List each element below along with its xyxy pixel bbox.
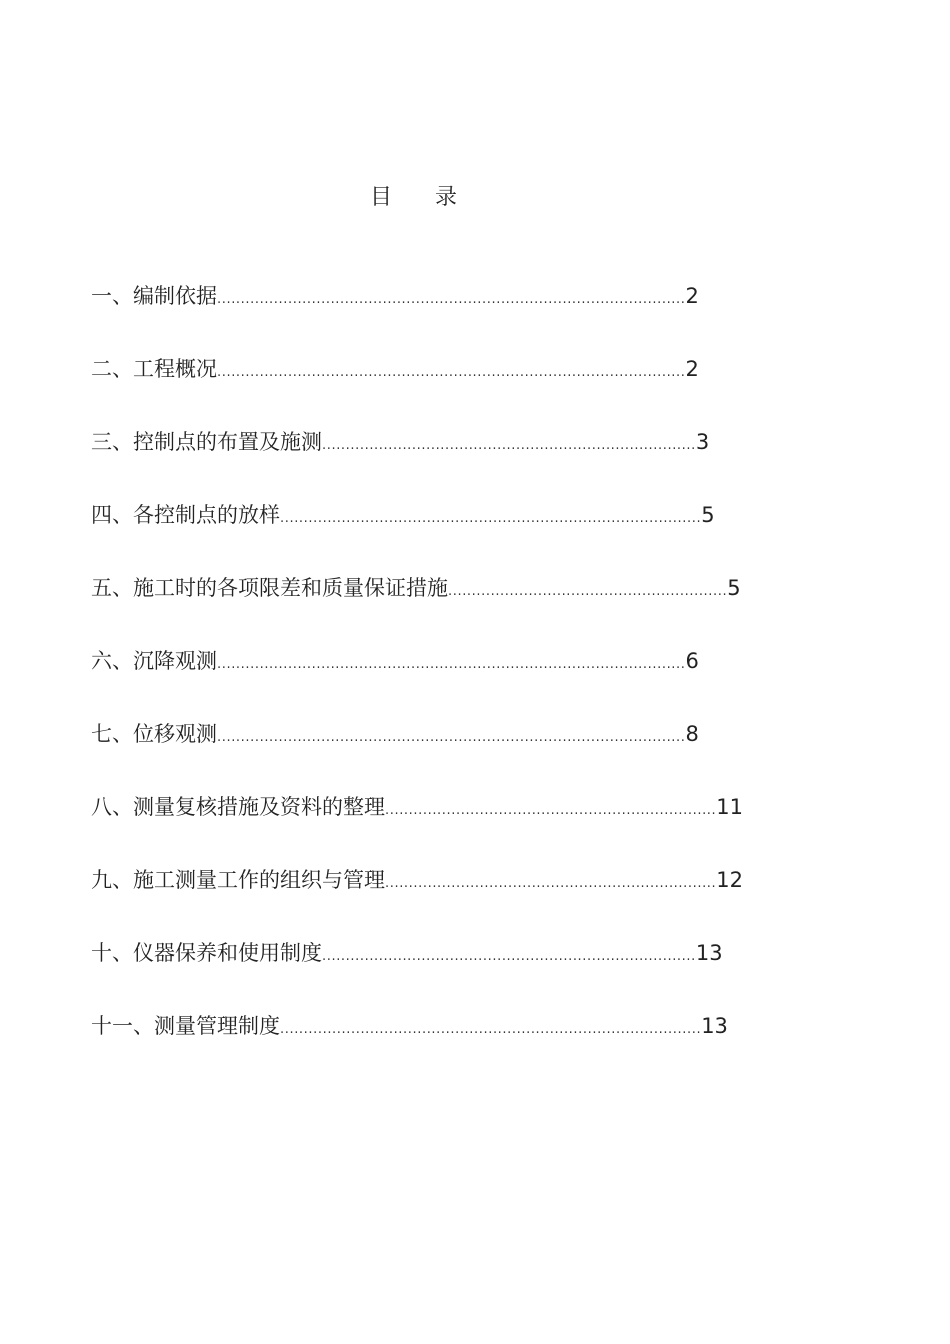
toc-leader-dots: ......................................................................................... <box>280 1022 702 1037</box>
toc-leader-dots: ................................................................................................... <box>217 365 686 380</box>
toc-page-number: 11 <box>716 795 743 819</box>
toc-entry <box>91 426 851 499</box>
toc-page-number: 8 <box>685 722 699 746</box>
toc-entry-label: 十一、测量管理制度 <box>91 1014 280 1038</box>
toc-entry <box>91 791 851 864</box>
toc-entry <box>91 353 851 426</box>
toc-page-number: 12 <box>716 868 743 892</box>
toc-page-number: 6 <box>685 649 699 673</box>
toc-page-number: 13 <box>701 1014 728 1038</box>
toc-list <box>91 280 851 1083</box>
toc-entry-label: 五、施工时的各项限差和质量保证措施 <box>91 576 448 600</box>
toc-page-number: 3 <box>695 430 710 454</box>
toc-entry <box>91 718 851 791</box>
toc-leader-dots: ................................................................................................... <box>217 292 686 307</box>
toc-entry-label: 八、测量复核措施及资料的整理 <box>91 795 385 819</box>
toc-entry <box>91 1010 851 1083</box>
toc-entry-label: 一、编制依据 <box>91 284 217 308</box>
toc-entry <box>91 937 851 1010</box>
toc-leader-dots: ............................................................................... <box>322 438 696 453</box>
toc-entry <box>91 572 851 645</box>
toc-leader-dots: ......................................................................................... <box>280 511 702 526</box>
toc-title: 目 录 <box>370 185 475 210</box>
toc-page-number: 2 <box>685 357 699 381</box>
toc-page-number: 5 <box>727 576 741 600</box>
toc-entry <box>91 499 851 572</box>
toc-entry-label: 二、工程概况 <box>91 357 217 381</box>
toc-entry <box>91 280 851 353</box>
toc-leader-dots: ............................................................................... <box>322 949 696 964</box>
toc-entry-label: 七、位移观测 <box>91 722 217 746</box>
toc-entry-label: 四、各控制点的放样 <box>91 503 280 527</box>
toc-leader-dots: ...................................................................... <box>385 876 717 891</box>
toc-entry-label: 三、控制点的布置及施测 <box>91 430 322 454</box>
toc-leader-dots: ........................................................... <box>448 584 728 599</box>
toc-entry <box>91 645 851 718</box>
toc-entry <box>91 864 851 937</box>
toc-entry-label: 十、仪器保养和使用制度 <box>91 941 322 965</box>
toc-leader-dots: ...................................................................... <box>385 803 717 818</box>
toc-entry-label: 九、施工测量工作的组织与管理 <box>91 868 385 892</box>
toc-page-number: 13 <box>695 941 723 965</box>
toc-leader-dots: ................................................................................................... <box>217 657 686 672</box>
toc-page-number: 5 <box>701 503 715 527</box>
toc-leader-dots: ................................................................................................... <box>217 730 686 745</box>
toc-page-number: 2 <box>685 284 699 308</box>
toc-entry-label: 六、沉降观测 <box>91 649 217 673</box>
